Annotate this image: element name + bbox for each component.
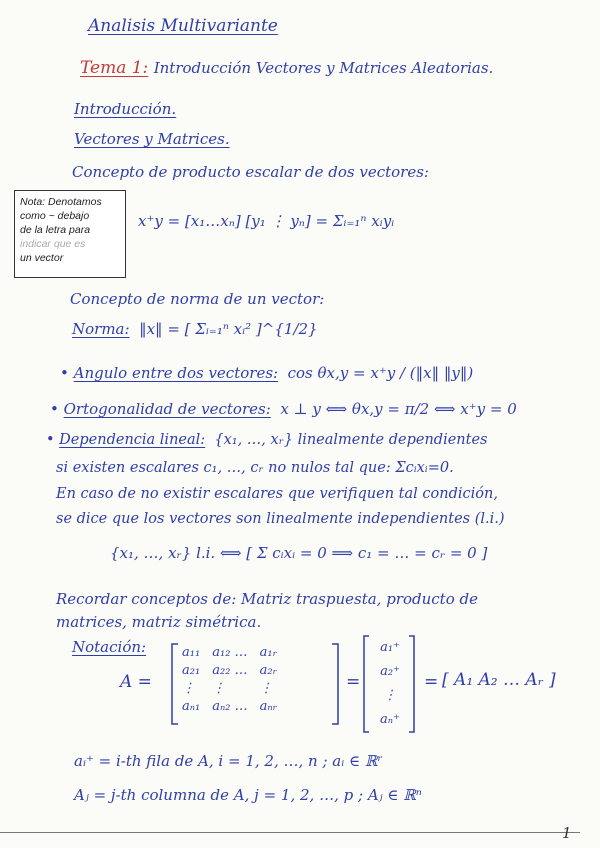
matrix-cell: ⋮ (182, 681, 195, 696)
dependencia-line-2: si existen escalares c₁, …, cᵣ no nulos tal que: Σcᵢxᵢ=0. (56, 460, 454, 476)
matrix-eq-1: = (346, 672, 361, 692)
page-bottom-rule (0, 832, 580, 833)
dependencia-formula: {x₁, …, xᵣ} l.i. ⟺ [ Σ cᵢxᵢ = 0 ⟹ c₁ = … = cᵣ = 0 ] (110, 544, 488, 562)
matrix-row (176, 680, 283, 698)
nota-line-3: de la letra para (20, 224, 91, 236)
ortogonalidad-formula: x ⊥ y ⟺ θx,y = π/2 ⟺ x⁺y = 0 (280, 400, 517, 418)
page-title: Analisis Multivariante (88, 16, 278, 36)
matrix-cell: aₙ₁ (182, 699, 201, 714)
norma-formula: ‖x‖ = [ Σᵢ₌₁ⁿ xᵢ² ]^{1/2} (139, 320, 318, 338)
matrix-cell: ⋮ (259, 681, 273, 696)
recordar-line-1: Recordar conceptos de: Matriz traspuesta, producto de (56, 590, 478, 608)
row-vector-item: a₂⁺ (380, 664, 400, 679)
producto-escalar-heading: Concepto de producto escalar de dos vectores: (72, 163, 429, 181)
matrix-row (176, 698, 283, 716)
tema-label: Tema 1: (80, 58, 149, 78)
matrix-cell: ⋮ (212, 681, 226, 696)
column-definition: Aⱼ = j-th columna de A, j = 1, 2, …, p ; Aⱼ ∈ ℝⁿ (74, 786, 422, 804)
section-intro: Introducción. (74, 100, 177, 118)
tema-text: Introducción Vectores y Matrices Aleatorias. (153, 59, 494, 77)
page-number: 1 (562, 824, 572, 842)
nota-box (14, 190, 126, 278)
matrix-eq-2: = (424, 672, 439, 692)
matrix-cell: aₙᵣ (259, 699, 278, 714)
tema-line (80, 58, 493, 78)
norma-line (72, 320, 318, 338)
ortogonalidad-label: Ortogonalidad de vectores: (63, 400, 271, 418)
row-vector (372, 636, 408, 732)
row-vector-item: aₙ⁺ (380, 712, 400, 727)
recordar-line-2: matrices, matriz simétrica. (56, 613, 262, 631)
angulo-line (60, 364, 473, 382)
row-vector-item: a₁⁺ (380, 640, 400, 655)
dependencia-label: Dependencia lineal: (59, 432, 206, 448)
matrix-cell: a₂ᵣ (259, 663, 278, 678)
nota-line-4: indicar que es (20, 238, 86, 250)
matrix-A (176, 644, 283, 716)
angulo-formula: cos θx,y = x⁺y / (‖x‖ ‖y‖) (287, 364, 474, 382)
matrix-cell: a₁₂ … (212, 645, 248, 660)
matrix-cell: a₂₂ … (212, 663, 248, 678)
notacion-label: Notación: (72, 638, 147, 656)
row-definition: aᵢ⁺ = i-th fila de A, i = 1, 2, …, n ; aᵢ ∈ ℝʳ (74, 752, 383, 770)
dependencia-line1-rest: {x₁, …, xᵣ} linealmente dependientes (214, 432, 488, 448)
matrix-row (176, 644, 283, 662)
nota-line-5: un vector (20, 252, 64, 264)
nota-line-2: como ~ debajo (20, 210, 90, 222)
dependencia-line-1 (46, 432, 488, 448)
matrix-cell: a₁ᵣ (259, 645, 278, 660)
matrix-cell: a₁₁ (182, 645, 201, 660)
angulo-label: Angulo entre dos vectores: (73, 364, 279, 382)
section-vectores: Vectores y Matrices. (74, 130, 230, 148)
dependencia-line-3: En caso de no existir escalares que verifiquen tal condición, (56, 486, 498, 502)
row-vector-item: ⋮ (383, 688, 397, 703)
norma-heading: Concepto de norma de un vector: (70, 290, 325, 308)
matrix-cell: a₂₁ (182, 663, 201, 678)
matrix-row (176, 662, 283, 680)
norma-label: Norma: (72, 320, 130, 338)
ortogonalidad-line (50, 400, 517, 418)
matrix-cell: aₙ₂ … (212, 699, 248, 714)
dependencia-line-4: se dice que los vectores son linealmente independientes (l.i.) (56, 511, 505, 527)
column-form: [ A₁ A₂ … Aᵣ ] (442, 670, 556, 690)
nota-line-1: Nota: Denotamos (20, 196, 102, 208)
producto-escalar-formula: x⁺y = [x₁…xₙ] [y₁ ⋮ yₙ] = Σᵢ₌₁ⁿ xᵢyᵢ (138, 212, 395, 230)
matrix-A-label: A = (120, 672, 152, 692)
